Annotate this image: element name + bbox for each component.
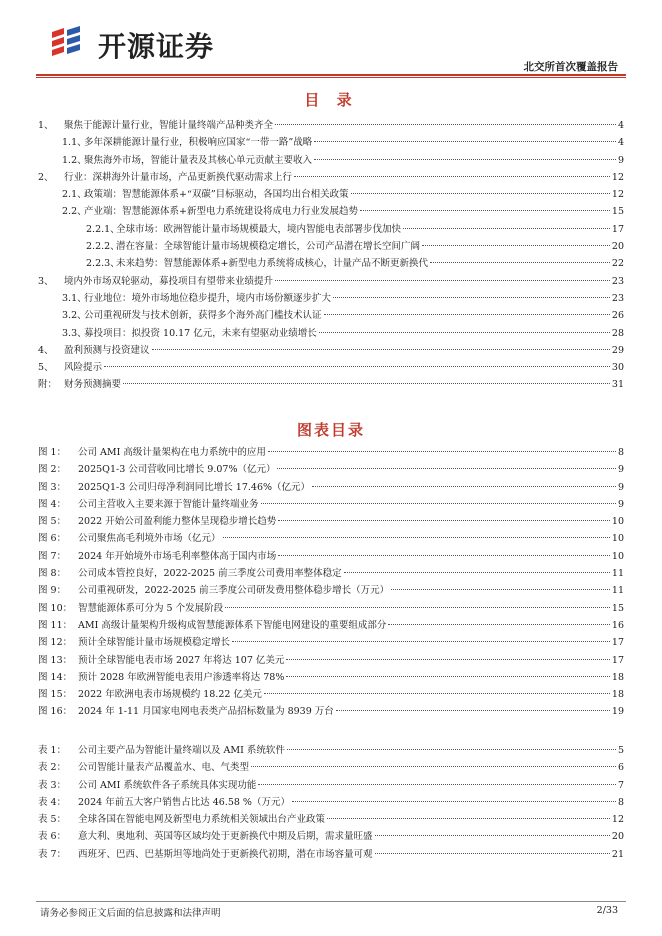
figure-entry-page: 17 [611,654,624,666]
figure-entry[interactable] [38,652,624,669]
dot-leader [327,818,610,819]
toc-entry-number: 附： [38,379,58,391]
figure-entry-page: 17 [611,637,624,649]
toc-entry-text: 盈利预测与投资建议 [64,344,150,356]
table-entry-page: 20 [611,831,624,843]
toc-entry-number: 2.2.2、 [86,241,120,253]
figure-entry[interactable] [38,686,624,703]
dot-leader [268,451,616,452]
toc-entry-number: 2.2、 [62,206,87,218]
brand-name: 开源证券 [98,30,215,63]
toc-entry[interactable] [38,359,624,376]
toc-entry[interactable] [38,342,624,359]
dot-leader [286,676,610,677]
figure-entry-number: 图 4： [38,498,67,510]
figure-entry-text: 公司聚焦高毛利境外市场（亿元） [78,533,221,545]
figure-entry-page: 10 [611,516,624,528]
toc-entry-page: 29 [611,344,624,356]
toc-entry-page: 30 [611,362,624,374]
figure-entry-text: 2022 年欧洲电表市场规模约 18.22 亿美元 [78,689,262,701]
figure-entry-number: 图 16： [38,706,73,718]
figure-entry-page: 18 [611,671,624,683]
table-entry-page: 21 [611,848,624,860]
figure-entry-number: 图 9： [38,585,67,597]
table-entry-text: 全球各国在智能电网及新型电力系统相关领域出台产业政策 [78,814,326,826]
figure-entry-number: 图 7： [38,550,67,562]
toc-entry-text: 全球市场：欧洲智能计量市场规模最大，境内智能电表部署步伐加快 [116,223,402,235]
toc-entry-text: 聚焦于能源计量行业，智能计量终端产品种类齐全 [64,120,274,131]
toc-entry-text: 未来趋势：智慧能源体系+新型电力系统将成核心，计量产品不断更新换代 [116,258,428,270]
dot-leader [314,159,616,160]
figure-entry-page: 9 [617,481,624,493]
figure-entry-number: 图 3： [38,481,67,493]
dot-leader [324,314,610,315]
toc-entry-number: 2.2.1、 [86,223,120,235]
toc-entry[interactable] [38,134,624,151]
figure-entry-text: 2025Q1-3 公司归母净利润同比增长 17.46%（亿元） [78,481,311,493]
dot-leader [264,693,610,694]
table-entry-number: 表 1： [38,745,67,756]
toc-entry-text: 政策端：智慧能源体系+“双碳”目标驱动，各国均出台相关政策 [84,189,349,201]
toc-entry-number: 5、 [38,362,54,374]
figure-entry-text: 预计全球智能计量市场规模稳定增长 [78,637,231,649]
toc-entry-page: 12 [611,171,624,183]
toc-entry-page: 31 [611,379,624,391]
toc-entry[interactable] [38,290,624,307]
dot-leader [312,486,616,487]
figure-entry-page: 11 [611,568,624,580]
toc-entry-number: 4、 [38,344,54,356]
figure-entry[interactable] [38,548,624,565]
table-entry-page: 5 [617,745,624,756]
toc-entry-number: 2、 [38,171,54,183]
table-entry-text: 2024 年前五大客户销售占比达 46.58 %（万元） [78,796,290,808]
figure-entry-number: 图 10： [38,602,73,614]
figure-entry-number: 图 1： [38,447,67,458]
table-entry-number: 表 6： [38,831,67,843]
toc-entry-text: 多年深耕能源计量行业，积极响应国家“一带一路”战略 [84,137,313,149]
figure-entry-number: 图 6： [38,533,67,545]
dot-leader [391,589,610,590]
toc-entry-text: 财务预测摘要 [64,379,122,391]
table-entry-text: 公司 AMI 系统软件各子系统具体实现功能 [78,779,257,791]
figure-entry-text: AMI 高级计量架构升级构成智慧能源体系下智能电网建设的重要组成部分 [78,619,387,631]
dot-leader [287,749,616,750]
dot-leader [286,659,610,660]
figure-entry-text: 公司重视研发，2022-2025 前三季度公司研发费用整体稳步增长（万元） [78,585,390,597]
dot-leader [336,710,610,711]
table-entry-number: 表 2： [38,762,67,774]
figure-entry-page: 11 [611,585,624,597]
toc-entry[interactable] [38,152,624,169]
figure-entry-page: 18 [611,689,624,701]
footer-page-number: 2/33 [596,905,618,916]
dot-leader [375,853,610,854]
toc-entry-number: 1.2、 [62,154,87,166]
table-index-list [38,742,624,863]
figure-entry-text: 2025Q1-3 公司营收同比增长 9.07%（亿元） [78,464,276,476]
dot-leader [314,141,616,142]
table-entry-number: 表 4： [38,796,67,808]
figure-entry-page: 10 [611,533,624,545]
toc-entry-text: 公司重视研发与技术创新，获得多个海外高门槛技术认证 [84,310,322,322]
table-entry-page: 6 [617,762,624,774]
toc-entry-number: 3.1、 [62,292,87,304]
table-entry-number: 表 3： [38,779,67,791]
table-entry[interactable] [38,794,624,811]
dot-leader [277,468,615,469]
table-entry[interactable] [38,777,624,794]
toc-entry-text: 境内外市场双轮驱动，募投项目有望带来业绩提升 [64,275,274,287]
toc-entry-page: 4 [617,120,624,131]
figure-entry[interactable] [38,565,624,582]
figure-entry[interactable] [38,513,624,530]
dot-leader [261,503,616,504]
toc-entry[interactable] [38,221,624,238]
dot-leader [294,176,610,177]
dot-leader [251,766,616,767]
toc-entry-page: 23 [611,275,624,287]
table-entry[interactable] [38,828,624,845]
header-divider [36,74,626,76]
toc-entry[interactable] [38,376,624,393]
figure-entry[interactable] [38,479,624,496]
table-entry-number: 表 5： [38,814,67,826]
figure-entry-number: 图 14： [38,671,73,683]
toc-entry-text: 行业：深耕海外计量市场，产品更新换代驱动需求上行 [64,171,293,183]
toc-entry[interactable] [38,255,624,272]
figure-entry-text: 公司成本管控良好，2022-2025 前三季度公司费用率整体稳定 [78,568,342,580]
figure-entry[interactable] [38,600,624,617]
figure-entry-page: 9 [617,498,624,510]
figure-index-title: 图表目录 [296,421,365,439]
toc-list [38,117,624,394]
dot-leader [278,555,610,556]
table-entry[interactable] [38,759,624,776]
toc-entry[interactable] [38,117,624,134]
table-entry[interactable] [38,742,624,759]
table-entry[interactable] [38,846,624,863]
toc-entry-number: 2.1、 [62,189,87,201]
figure-entry[interactable] [38,461,624,478]
toc-entry-number: 3.3、 [62,327,87,339]
figure-index-list [38,444,624,721]
table-entry-text: 西班牙、巴西、巴基斯坦等地尚处于更新换代初期，潜在市场容量可观 [78,848,373,860]
toc-entry-text: 产业端：智慧能源体系+新型电力系统建设将成电力行业发展趋势 [84,206,358,218]
toc-entry-page: 15 [611,206,624,218]
dot-leader [258,784,616,785]
brand-logo-icon [50,26,90,58]
toc-entry-page: 22 [611,258,624,270]
toc-title: 目 录 [304,91,358,109]
figure-entry[interactable] [38,582,624,599]
figure-entry-text: 预计 2028 年欧洲智能电表用户渗透率将达 78% [78,671,285,683]
toc-entry-text: 风险提示 [64,362,103,374]
figure-entry[interactable] [38,530,624,547]
figure-entry-number: 图 13： [38,654,73,666]
dot-leader [344,572,610,573]
toc-entry-page: 17 [611,223,624,235]
toc-entry[interactable] [38,169,624,186]
dot-leader [223,537,610,538]
footer-disclaimer: 请务必参阅正文后面的信息披露和法律声明 [40,908,221,919]
dot-leader [152,349,610,350]
dot-leader [319,332,610,333]
toc-entry[interactable] [38,307,624,324]
toc-entry-page: 26 [611,310,624,322]
figure-entry-page: 10 [611,550,624,562]
toc-entry-page: 4 [617,137,624,149]
dot-leader [225,607,610,608]
figure-entry-text: 智慧能源体系可分为 5 个发展阶段 [78,602,224,614]
figure-entry-page: 9 [617,464,624,476]
figure-entry-page: 16 [611,619,624,631]
dot-leader [333,297,610,298]
toc-entry-page: 12 [611,189,624,201]
toc-entry-text: 募投项目：拟投资 10.17 亿元，未来有望驱动业绩增长 [84,327,317,339]
dot-leader [388,624,610,625]
figure-entry-text: 2022 开始公司盈利能力整体呈现稳步增长趋势 [78,516,277,528]
figure-entry-page: 8 [617,447,624,458]
figure-entry-number: 图 15： [38,689,73,701]
header-divider-thin [36,77,626,78]
report-type: 北交所首次覆盖报告 [523,61,618,73]
figure-entry-number: 图 5： [38,516,67,528]
dot-leader [278,520,610,521]
dot-leader [351,193,610,194]
toc-entry-page: 20 [611,241,624,253]
figure-entry-number: 图 8： [38,568,67,580]
figure-entry-text: 公司主营收入主要来源于智能计量终端业务 [78,498,259,510]
figure-entry-text: 2024 年开始境外市场毛利率整体高于国内市场 [78,550,277,562]
figure-entry-number: 图 12： [38,637,73,649]
dot-leader [232,641,610,642]
dot-leader [275,124,616,125]
toc-entry-page: 9 [617,154,624,166]
toc-entry-page: 23 [611,292,624,304]
figure-entry-text: 2024 年 1-11 月国家电网电表类产品招标数量为 8939 万台 [78,706,334,718]
dot-leader [360,210,610,211]
toc-entry-text: 潜在容量：全球智能计量市场规模稳定增长，公司产品潜在增长空间广阔 [116,241,421,253]
dot-leader [430,262,610,263]
figure-entry[interactable] [38,617,624,634]
figure-entry-number: 图 2： [38,464,67,476]
table-entry-text: 公司主要产品为智能计量终端以及 AMI 系统软件 [78,745,285,756]
toc-entry[interactable] [38,203,624,220]
toc-entry-page: 28 [611,327,624,339]
toc-entry-number: 2.2.3、 [86,258,120,270]
toc-entry-text: 行业地位：境外市场地位稳步提升，境内市场份额逐步扩大 [84,292,332,304]
figure-entry-page: 15 [611,602,624,614]
figure-entry-number: 图 11： [38,619,73,631]
table-entry-page: 12 [611,814,624,826]
toc-entry-text: 聚焦海外市场，智能计量表及其核心单元贡献主要收入 [84,154,313,166]
dot-leader [403,228,610,229]
figure-entry[interactable] [38,634,624,651]
figure-entry-text: 公司 AMI 高级计量架构在电力系统中的应用 [78,447,266,458]
figure-entry[interactable] [38,496,624,513]
toc-entry[interactable] [38,325,624,342]
figure-entry[interactable] [38,444,624,461]
toc-entry-number: 1.1、 [62,137,87,149]
brand-logo [50,24,250,63]
dot-leader [123,383,610,384]
toc-entry-number: 3.2、 [62,310,87,322]
figure-entry-page: 19 [611,706,624,718]
toc-entry-number: 1、 [38,120,54,131]
table-entry-page: 8 [617,796,624,808]
figure-entry[interactable] [38,669,624,686]
footer-divider [36,901,626,902]
figure-entry-text: 预计全球智能电表市场 2027 年将达 107 亿美元 [78,654,285,666]
toc-entry-number: 3、 [38,275,54,287]
dot-leader [422,245,610,246]
table-entry-number: 表 7： [38,848,67,860]
dot-leader [375,835,610,836]
figure-entry[interactable] [38,703,624,720]
table-entry-text: 意大利、奥地利、英国等区域均处于更新换代中期及后期，需求量旺盛 [78,831,373,843]
dot-leader [275,280,610,281]
table-entry-text: 公司智能计量表产品覆盖水、电、气类型 [78,762,250,774]
dot-leader [292,801,616,802]
toc-entry[interactable] [38,238,624,255]
table-entry-page: 7 [617,779,624,791]
toc-entry[interactable] [38,186,624,203]
dot-leader [104,366,610,367]
toc-entry[interactable] [38,273,624,290]
table-entry[interactable] [38,811,624,828]
